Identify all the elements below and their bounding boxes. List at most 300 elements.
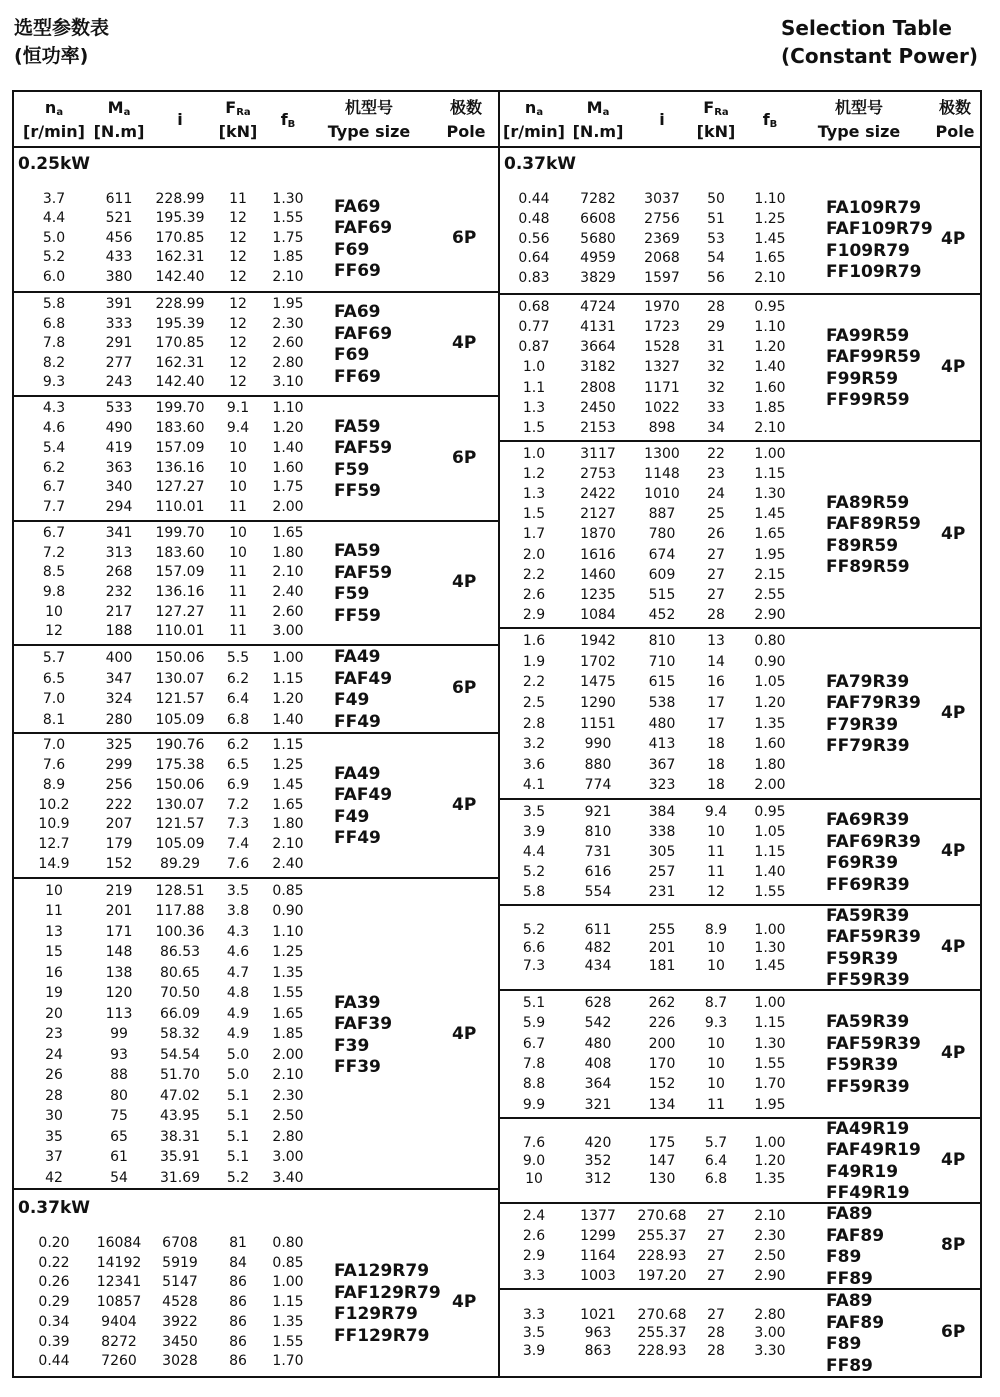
torque-ma: 1460 bbox=[580, 566, 616, 583]
torque-ma: 340 bbox=[105, 479, 133, 496]
header-i-letter: i bbox=[177, 110, 183, 129]
ratio-i: 170.85 bbox=[155, 229, 205, 246]
torque-ma: 1299 bbox=[580, 1228, 616, 1244]
radial-load-fra: 12 bbox=[707, 884, 725, 900]
type-size: FA79R39 bbox=[826, 671, 910, 692]
speed-na: 2.0 bbox=[522, 546, 546, 563]
torque-ma: 364 bbox=[584, 1076, 612, 1093]
header-pole-cn: 极数 bbox=[938, 98, 971, 117]
table-row bbox=[14, 710, 498, 731]
torque-ma: 433 bbox=[105, 249, 133, 266]
service-factor-fb: 1.45 bbox=[272, 776, 304, 793]
torque-ma: 313 bbox=[105, 544, 133, 561]
radial-load-fra: 6.8 bbox=[226, 711, 250, 728]
speed-na: 6.8 bbox=[42, 315, 66, 332]
pole-count: 4P bbox=[941, 702, 966, 723]
speed-na: 8.5 bbox=[42, 564, 66, 581]
type-size-list bbox=[826, 1204, 884, 1290]
ratio-i: 201 bbox=[648, 939, 676, 956]
type-size: FF69R39 bbox=[826, 874, 910, 895]
radial-load-fra: 23 bbox=[707, 466, 725, 483]
speed-na: 5.8 bbox=[522, 884, 546, 900]
ratio-i: 127.27 bbox=[155, 479, 205, 496]
speed-na: 8.2 bbox=[42, 354, 66, 371]
speed-na: 2.2 bbox=[522, 674, 546, 691]
radial-load-fra: 56 bbox=[707, 270, 725, 287]
ratio-i: 130.07 bbox=[155, 670, 205, 687]
torque-ma: 434 bbox=[584, 957, 612, 974]
selection-group bbox=[14, 291, 498, 397]
type-size: FAF99R59 bbox=[826, 347, 921, 367]
torque-ma: 774 bbox=[584, 777, 612, 794]
speed-na: 7.8 bbox=[42, 335, 66, 352]
ratio-i: 2369 bbox=[644, 230, 680, 247]
header-na-subscript: a bbox=[56, 107, 64, 118]
ratio-i: 127.27 bbox=[155, 603, 205, 620]
service-factor-fb: 0.80 bbox=[272, 1235, 304, 1251]
service-factor-fb: 1.00 bbox=[754, 921, 786, 938]
speed-na: 0.29 bbox=[38, 1294, 70, 1311]
ratio-i: 80.65 bbox=[159, 964, 201, 981]
pole-count: 4P bbox=[452, 572, 477, 592]
torque-ma: 1003 bbox=[580, 1268, 616, 1284]
torque-ma: 222 bbox=[105, 796, 133, 813]
header-fb-subscript: B bbox=[769, 119, 778, 130]
ratio-i: 195.39 bbox=[155, 315, 205, 332]
section-power-title: 0.37kW bbox=[18, 1198, 91, 1218]
ratio-i: 810 bbox=[648, 633, 676, 649]
ratio-i: 58.32 bbox=[159, 1026, 201, 1043]
speed-na: 3.9 bbox=[522, 824, 546, 840]
speed-na: 5.2 bbox=[42, 249, 66, 266]
table-row bbox=[500, 755, 980, 776]
torque-ma: 148 bbox=[105, 944, 133, 961]
radial-load-fra: 18 bbox=[707, 777, 725, 794]
ratio-i: 5919 bbox=[162, 1254, 198, 1271]
table-row bbox=[14, 881, 498, 901]
speed-na: 9.3 bbox=[42, 374, 66, 391]
service-factor-fb: 2.55 bbox=[754, 586, 786, 603]
radial-load-fra: 8.9 bbox=[704, 921, 728, 938]
torque-ma: 521 bbox=[105, 210, 133, 227]
header-pole-en: Pole bbox=[446, 122, 486, 141]
ratio-i: 305 bbox=[648, 844, 676, 860]
radial-load-fra: 4.3 bbox=[226, 923, 250, 940]
service-factor-fb: 1.80 bbox=[272, 816, 304, 833]
service-factor-fb: 1.40 bbox=[272, 711, 304, 728]
service-factor-fb: 0.90 bbox=[754, 653, 786, 670]
service-factor-fb: 2.10 bbox=[272, 564, 304, 581]
type-size: FAF69 bbox=[334, 218, 393, 238]
service-factor-fb: 1.30 bbox=[754, 486, 786, 503]
type-size: FF129R79 bbox=[334, 1325, 430, 1346]
type-size: FA89R59 bbox=[826, 492, 910, 513]
service-factor-fb: 1.40 bbox=[754, 864, 786, 880]
speed-na: 5.2 bbox=[522, 921, 546, 938]
torque-ma: 963 bbox=[584, 1325, 612, 1341]
speed-na: 8.8 bbox=[522, 1076, 546, 1093]
type-size: FF49 bbox=[334, 711, 381, 732]
service-factor-fb: 2.90 bbox=[754, 1268, 786, 1284]
ratio-i: 515 bbox=[648, 586, 676, 603]
ratio-i: 147 bbox=[648, 1152, 676, 1169]
ratio-i: 255 bbox=[648, 921, 676, 938]
service-factor-fb: 1.00 bbox=[754, 995, 786, 1011]
table-row bbox=[14, 268, 498, 287]
table-row bbox=[14, 295, 498, 315]
service-factor-fb: 2.80 bbox=[272, 1128, 304, 1145]
speed-na: 3.7 bbox=[42, 191, 66, 207]
service-factor-fb: 1.25 bbox=[272, 756, 304, 773]
ratio-i: 1010 bbox=[644, 486, 680, 503]
speed-na: 19 bbox=[45, 985, 63, 1002]
table-row bbox=[500, 1206, 980, 1226]
ratio-i: 175 bbox=[648, 1134, 676, 1151]
torque-ma: 456 bbox=[105, 229, 133, 246]
selection-group bbox=[500, 798, 980, 906]
radial-load-fra: 12 bbox=[229, 315, 247, 332]
speed-na: 0.20 bbox=[38, 1235, 70, 1251]
radial-load-fra: 9.4 bbox=[704, 804, 728, 820]
torque-ma: 1084 bbox=[580, 606, 616, 623]
ratio-i: 226 bbox=[648, 1015, 676, 1032]
ratio-i: 270.68 bbox=[637, 1208, 687, 1224]
service-factor-fb: 1.40 bbox=[754, 359, 786, 376]
radial-load-fra: 86 bbox=[229, 1333, 247, 1350]
header-pole bbox=[925, 96, 985, 144]
table-row bbox=[500, 444, 980, 464]
torque-ma: 391 bbox=[105, 296, 133, 312]
service-factor-fb: 1.80 bbox=[754, 756, 786, 773]
speed-na: 7.0 bbox=[42, 737, 66, 753]
torque-ma: 554 bbox=[584, 884, 612, 900]
service-factor-fb: 1.40 bbox=[272, 439, 304, 456]
service-factor-fb: 1.65 bbox=[754, 250, 786, 267]
service-factor-fb: 1.00 bbox=[272, 650, 304, 666]
selection-group bbox=[14, 644, 498, 734]
type-size: FA99R59 bbox=[826, 325, 910, 346]
torque-ma: 4131 bbox=[580, 319, 616, 336]
service-factor-fb: 2.10 bbox=[754, 419, 786, 436]
header-fra-letter: F bbox=[225, 98, 237, 117]
radial-load-fra: 27 bbox=[707, 1307, 725, 1323]
header-pole-en: Pole bbox=[935, 122, 975, 141]
header-ma-unit: [N.m] bbox=[93, 122, 145, 141]
type-size: FF49R19 bbox=[826, 1183, 910, 1203]
radial-load-fra: 4.9 bbox=[226, 1026, 250, 1043]
type-size-list bbox=[334, 417, 392, 503]
type-size: FF39 bbox=[334, 1057, 381, 1077]
pole-count: 6P bbox=[452, 447, 477, 468]
ratio-i: 197.20 bbox=[637, 1268, 687, 1284]
speed-na: 2.8 bbox=[522, 715, 546, 732]
speed-na: 13 bbox=[45, 923, 63, 940]
pole-count: 4P bbox=[452, 794, 477, 815]
torque-ma: 7282 bbox=[580, 191, 616, 207]
type-size-list bbox=[334, 764, 392, 850]
radial-load-fra: 31 bbox=[707, 339, 725, 356]
selection-group bbox=[500, 188, 980, 293]
service-factor-fb: 2.30 bbox=[754, 1228, 786, 1244]
header-ma-subscript: a bbox=[123, 107, 131, 118]
type-size: F99R59 bbox=[826, 368, 899, 389]
service-factor-fb: 1.95 bbox=[272, 296, 304, 312]
service-factor-fb: 1.55 bbox=[754, 884, 786, 900]
torque-ma: 8272 bbox=[101, 1333, 137, 1350]
header-fra-subscript: Ra bbox=[714, 107, 729, 118]
torque-ma: 420 bbox=[584, 1134, 612, 1151]
radial-load-fra: 6.4 bbox=[226, 691, 250, 707]
radial-load-fra: 54 bbox=[707, 250, 725, 267]
torque-ma: 1870 bbox=[580, 526, 616, 543]
header-fra-subscript: Ra bbox=[236, 107, 251, 118]
speed-na: 0.34 bbox=[38, 1313, 70, 1330]
table-row bbox=[14, 756, 498, 776]
service-factor-fb: 2.80 bbox=[272, 354, 304, 371]
torque-ma: 88 bbox=[110, 1067, 128, 1084]
torque-ma: 480 bbox=[584, 1035, 612, 1052]
ratio-i: 615 bbox=[648, 674, 676, 691]
service-factor-fb: 2.40 bbox=[272, 584, 304, 600]
ratio-i: 130.07 bbox=[155, 796, 205, 813]
table-row bbox=[14, 983, 498, 1003]
ratio-i: 413 bbox=[648, 736, 676, 753]
ratio-i: 898 bbox=[648, 419, 676, 436]
header-type-en: Type size bbox=[327, 122, 411, 141]
selection-group bbox=[500, 293, 980, 442]
radial-load-fra: 14 bbox=[707, 653, 725, 670]
radial-load-fra: 5.1 bbox=[226, 1149, 250, 1166]
radial-load-fra: 6.2 bbox=[226, 737, 250, 753]
radial-load-fra: 12 bbox=[229, 268, 247, 285]
type-size: FAF59 bbox=[334, 438, 393, 458]
type-size: F129R79 bbox=[334, 1304, 418, 1324]
header-fb bbox=[730, 108, 810, 132]
type-size: FA49 bbox=[334, 763, 381, 784]
type-size: FAF69 bbox=[334, 323, 393, 344]
torque-ma: 207 bbox=[105, 816, 133, 833]
torque-ma: 10857 bbox=[96, 1294, 142, 1311]
pole-count: 4P bbox=[941, 936, 966, 957]
header-fb-letter: f bbox=[280, 110, 288, 129]
ratio-i: 157.09 bbox=[155, 439, 205, 456]
ratio-i: 4528 bbox=[162, 1294, 198, 1311]
radial-load-fra: 10 bbox=[707, 824, 725, 840]
speed-na: 0.26 bbox=[38, 1274, 70, 1291]
radial-load-fra: 10 bbox=[707, 1035, 725, 1052]
header-type-cn: 机型号 bbox=[344, 98, 393, 117]
table-row bbox=[14, 776, 498, 796]
pole-count: 4P bbox=[941, 356, 966, 377]
type-size: FA109R79 bbox=[826, 197, 922, 218]
service-factor-fb: 2.15 bbox=[754, 566, 786, 583]
torque-ma: 863 bbox=[584, 1343, 612, 1359]
torque-ma: 12341 bbox=[96, 1274, 142, 1291]
speed-na: 9.8 bbox=[42, 584, 66, 600]
speed-na: 10.9 bbox=[38, 816, 70, 833]
service-factor-fb: 2.40 bbox=[272, 856, 304, 873]
table-row bbox=[500, 418, 980, 438]
type-size-list bbox=[826, 672, 921, 758]
service-factor-fb: 1.75 bbox=[272, 479, 304, 496]
radial-load-fra: 28 bbox=[707, 1343, 725, 1359]
torque-ma: 312 bbox=[584, 1170, 612, 1187]
service-factor-fb: 1.85 bbox=[754, 399, 786, 416]
radial-load-fra: 6.8 bbox=[704, 1170, 728, 1187]
table-row bbox=[500, 464, 980, 484]
ratio-i: 1148 bbox=[644, 466, 680, 483]
ratio-i: 3922 bbox=[162, 1313, 198, 1330]
ratio-i: 338 bbox=[648, 824, 676, 840]
radial-load-fra: 29 bbox=[707, 319, 725, 336]
type-size: FF49 bbox=[334, 828, 381, 848]
torque-ma: 321 bbox=[584, 1096, 612, 1113]
speed-na: 0.68 bbox=[518, 299, 550, 315]
speed-na: 0.39 bbox=[38, 1333, 70, 1350]
table-row bbox=[14, 544, 498, 564]
service-factor-fb: 0.90 bbox=[272, 903, 304, 920]
speed-na: 12.7 bbox=[38, 836, 70, 853]
header-ma-letter: M bbox=[586, 98, 603, 117]
selection-group bbox=[500, 904, 980, 991]
speed-na: 28 bbox=[45, 1087, 63, 1104]
torque-ma: 280 bbox=[105, 711, 133, 728]
speed-na: 0.56 bbox=[518, 230, 550, 247]
table-row bbox=[500, 297, 980, 317]
ratio-i: 170.85 bbox=[155, 335, 205, 352]
radial-load-fra: 27 bbox=[707, 1228, 725, 1244]
service-factor-fb: 2.90 bbox=[754, 606, 786, 623]
type-size: FAF49R19 bbox=[826, 1140, 921, 1160]
radial-load-fra: 12 bbox=[229, 335, 247, 352]
service-factor-fb: 3.00 bbox=[754, 1325, 786, 1341]
title-en: Selection Table bbox=[781, 16, 952, 40]
service-factor-fb: 1.05 bbox=[754, 824, 786, 840]
speed-na: 3.3 bbox=[522, 1268, 546, 1284]
type-size: FAF129R79 bbox=[334, 1282, 441, 1303]
radial-load-fra: 11 bbox=[707, 844, 725, 860]
torque-ma: 7260 bbox=[101, 1353, 137, 1370]
type-size: F69 bbox=[334, 345, 370, 365]
service-factor-fb: 1.15 bbox=[272, 1294, 304, 1311]
torque-ma: 152 bbox=[105, 856, 133, 873]
radial-load-fra: 12 bbox=[229, 374, 247, 391]
speed-na: 15 bbox=[45, 944, 63, 961]
type-size: FAF49 bbox=[334, 668, 393, 689]
radial-load-fra: 10 bbox=[707, 1076, 725, 1093]
service-factor-fb: 2.50 bbox=[754, 1248, 786, 1264]
radial-load-fra: 10 bbox=[707, 1056, 725, 1072]
radial-load-fra: 9.4 bbox=[226, 419, 250, 436]
radial-load-fra: 5.1 bbox=[226, 1128, 250, 1145]
type-size: FF79R39 bbox=[826, 736, 910, 756]
type-size: F69 bbox=[334, 239, 370, 260]
type-size: FF99R59 bbox=[826, 390, 910, 410]
type-size: F39 bbox=[334, 1035, 370, 1056]
service-factor-fb: 1.10 bbox=[754, 191, 786, 207]
section-divider bbox=[14, 1188, 498, 1190]
radial-load-fra: 5.1 bbox=[226, 1108, 250, 1125]
speed-na: 2.6 bbox=[522, 1228, 546, 1244]
page-header-right bbox=[781, 14, 978, 70]
torque-ma: 3829 bbox=[580, 270, 616, 287]
type-size: FA59 bbox=[334, 541, 381, 561]
table-row bbox=[14, 689, 498, 710]
ratio-i: 323 bbox=[648, 777, 676, 794]
radial-load-fra: 4.8 bbox=[226, 985, 250, 1002]
speed-na: 0.44 bbox=[518, 191, 550, 207]
type-size: F89 bbox=[826, 1247, 862, 1267]
torque-ma: 299 bbox=[105, 756, 133, 773]
radial-load-fra: 6.2 bbox=[226, 670, 250, 687]
ratio-i: 3028 bbox=[162, 1353, 198, 1370]
torque-ma: 138 bbox=[105, 964, 133, 981]
header-na-letter: n bbox=[524, 98, 537, 117]
table-row bbox=[500, 775, 980, 796]
table-row bbox=[14, 334, 498, 354]
speed-na: 2.4 bbox=[522, 1208, 546, 1224]
table-row bbox=[14, 1024, 498, 1044]
speed-na: 37 bbox=[45, 1149, 63, 1166]
table-row bbox=[500, 1324, 980, 1342]
speed-na: 7.2 bbox=[42, 544, 66, 561]
torque-ma: 542 bbox=[584, 1015, 612, 1032]
speed-na: 0.48 bbox=[518, 210, 550, 227]
torque-ma: 1475 bbox=[580, 674, 616, 691]
ratio-i: 66.09 bbox=[159, 1005, 201, 1022]
speed-na: 42 bbox=[45, 1169, 63, 1186]
speed-na: 35 bbox=[45, 1128, 63, 1145]
service-factor-fb: 1.35 bbox=[272, 964, 304, 981]
ratio-i: 117.88 bbox=[155, 903, 205, 920]
speed-na: 9.0 bbox=[522, 1152, 546, 1169]
type-size: F109R79 bbox=[826, 240, 910, 261]
type-size: FA69R39 bbox=[826, 810, 910, 830]
torque-ma: 921 bbox=[584, 804, 612, 820]
torque-ma: 3664 bbox=[580, 339, 616, 356]
service-factor-fb: 2.10 bbox=[754, 1208, 786, 1224]
speed-na: 2.9 bbox=[522, 606, 546, 623]
header-ma-letter: M bbox=[107, 98, 124, 117]
ratio-i: 181 bbox=[648, 957, 676, 974]
ratio-i: 780 bbox=[648, 526, 676, 543]
type-size: F79R39 bbox=[826, 714, 899, 735]
torque-ma: 880 bbox=[584, 756, 612, 773]
torque-ma: 1021 bbox=[580, 1307, 616, 1323]
speed-na: 20 bbox=[45, 1005, 63, 1022]
type-size: F89 bbox=[826, 1334, 862, 1354]
table-row bbox=[14, 835, 498, 855]
ratio-i: 228.93 bbox=[637, 1248, 687, 1264]
table-row bbox=[14, 1086, 498, 1106]
table-row bbox=[500, 1342, 980, 1360]
ratio-i: 257 bbox=[648, 864, 676, 880]
ratio-i: 38.31 bbox=[159, 1128, 201, 1145]
selection-group bbox=[14, 877, 498, 1192]
service-factor-fb: 2.10 bbox=[754, 270, 786, 287]
service-factor-fb: 1.25 bbox=[272, 944, 304, 961]
torque-ma: 1616 bbox=[580, 546, 616, 563]
table-row bbox=[14, 1127, 498, 1147]
table-row bbox=[14, 736, 498, 756]
ratio-i: 1597 bbox=[644, 270, 680, 287]
torque-ma: 1164 bbox=[580, 1248, 616, 1264]
title-cn: 选型参数表 bbox=[14, 17, 110, 39]
type-size: FF69 bbox=[334, 261, 381, 281]
speed-na: 10 bbox=[525, 1170, 543, 1187]
torque-ma: 616 bbox=[584, 864, 612, 880]
type-size: FA89 bbox=[826, 1291, 873, 1311]
